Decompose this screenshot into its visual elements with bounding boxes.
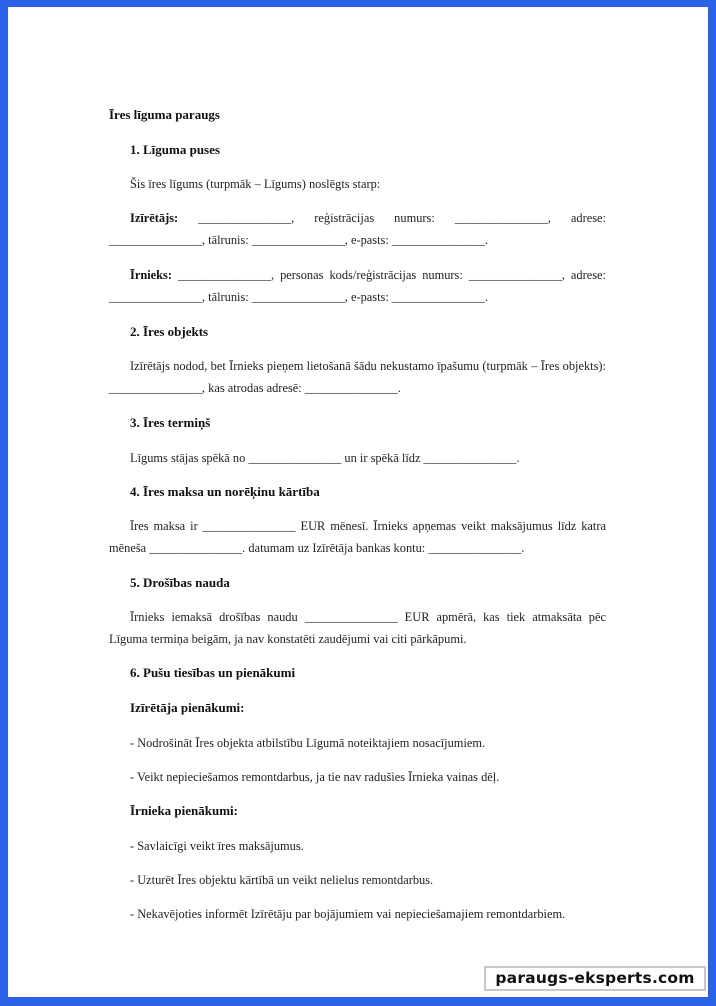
- deposit-text: Īrnieks iemaksā drošības naudu _______________ EUR apmērā, kas tiek atmaksāta pēc Līguma termiņa beigām, ja nav konstatēti zaudējumi vai citi pārkāpumi.: [109, 610, 606, 646]
- section-heading-rent: 4. Īres maksa un norēķinu kārtība: [130, 484, 320, 499]
- section-heading-object: 2. Īres objekts: [130, 324, 209, 339]
- section-heading-rights: 6. Pušu tiesības un pienākumi: [130, 665, 296, 680]
- subheading-landlord-duties: Izīrētāja pienākumi:: [130, 700, 245, 715]
- watermark-badge: paraugs-eksperts.com: [484, 966, 706, 991]
- document-title: Īres līguma paraugs: [109, 107, 220, 122]
- party-landlord-text: _______________, reģistrācijas numurs: _______________, adrese: _______________, tālrunis: _______________, e-pasts: _______________.: [109, 211, 606, 247]
- section-heading-deposit: 5. Drošības nauda: [130, 575, 230, 590]
- tenant-duty-item: - Savlaicīgi veikt īres maksājumus.: [130, 839, 304, 853]
- party-tenant-label: Īrnieks:: [130, 268, 172, 282]
- tenant-duty-item: - Uzturēt Īres objektu kārtībā un veikt nelielus remontdarbus.: [130, 873, 434, 887]
- landlord-duty-item: - Veikt nepieciešamos remontdarbus, ja tie nav radušies Īrnieka vainas dēļ.: [130, 770, 500, 784]
- section-heading-term: 3. Īres termiņš: [130, 415, 211, 430]
- parties-intro: Šis īres līgums (turpmāk – Līgums) noslēgts starp:: [130, 177, 381, 191]
- party-landlord-label: Izīrētājs:: [130, 211, 179, 225]
- party-tenant: [109, 264, 606, 308]
- object-text: Izīrētājs nodod, bet Īrnieks pieņem lietošanā šādu nekustamo īpašumu (turpmāk – Īres objekts): _______________, kas atrodas adresē: _______________.: [109, 359, 606, 395]
- subheading-tenant-duties: Īrnieka pienākumi:: [130, 803, 238, 818]
- party-landlord: [109, 207, 606, 251]
- landlord-duty-item: - Nodrošināt Īres objekta atbilstību Līgumā noteiktajiem nosacījumiem.: [130, 736, 486, 750]
- section-heading-parties: 1. Līguma puses: [130, 142, 220, 157]
- term-text: Līgums stājas spēkā no _______________ un ir spēkā līdz _______________.: [130, 451, 520, 465]
- rent-text: Īres maksa ir _______________ EUR mēnesī. Īrnieks apņemas veikt maksājumus līdz katra mēneša _______________. datumam uz Izīrētāja bankas kontu: _______________.: [109, 519, 606, 555]
- party-tenant-text: _______________, personas kods/reģistrācijas numurs: _______________, adrese: _______________, tālrunis: _______________, e-pasts: _______________.: [109, 268, 606, 304]
- tenant-duty-item: - Nekavējoties informēt Izīrētāju par bojājumiem vai nepieciešamajiem remontdarbiem.: [130, 907, 566, 921]
